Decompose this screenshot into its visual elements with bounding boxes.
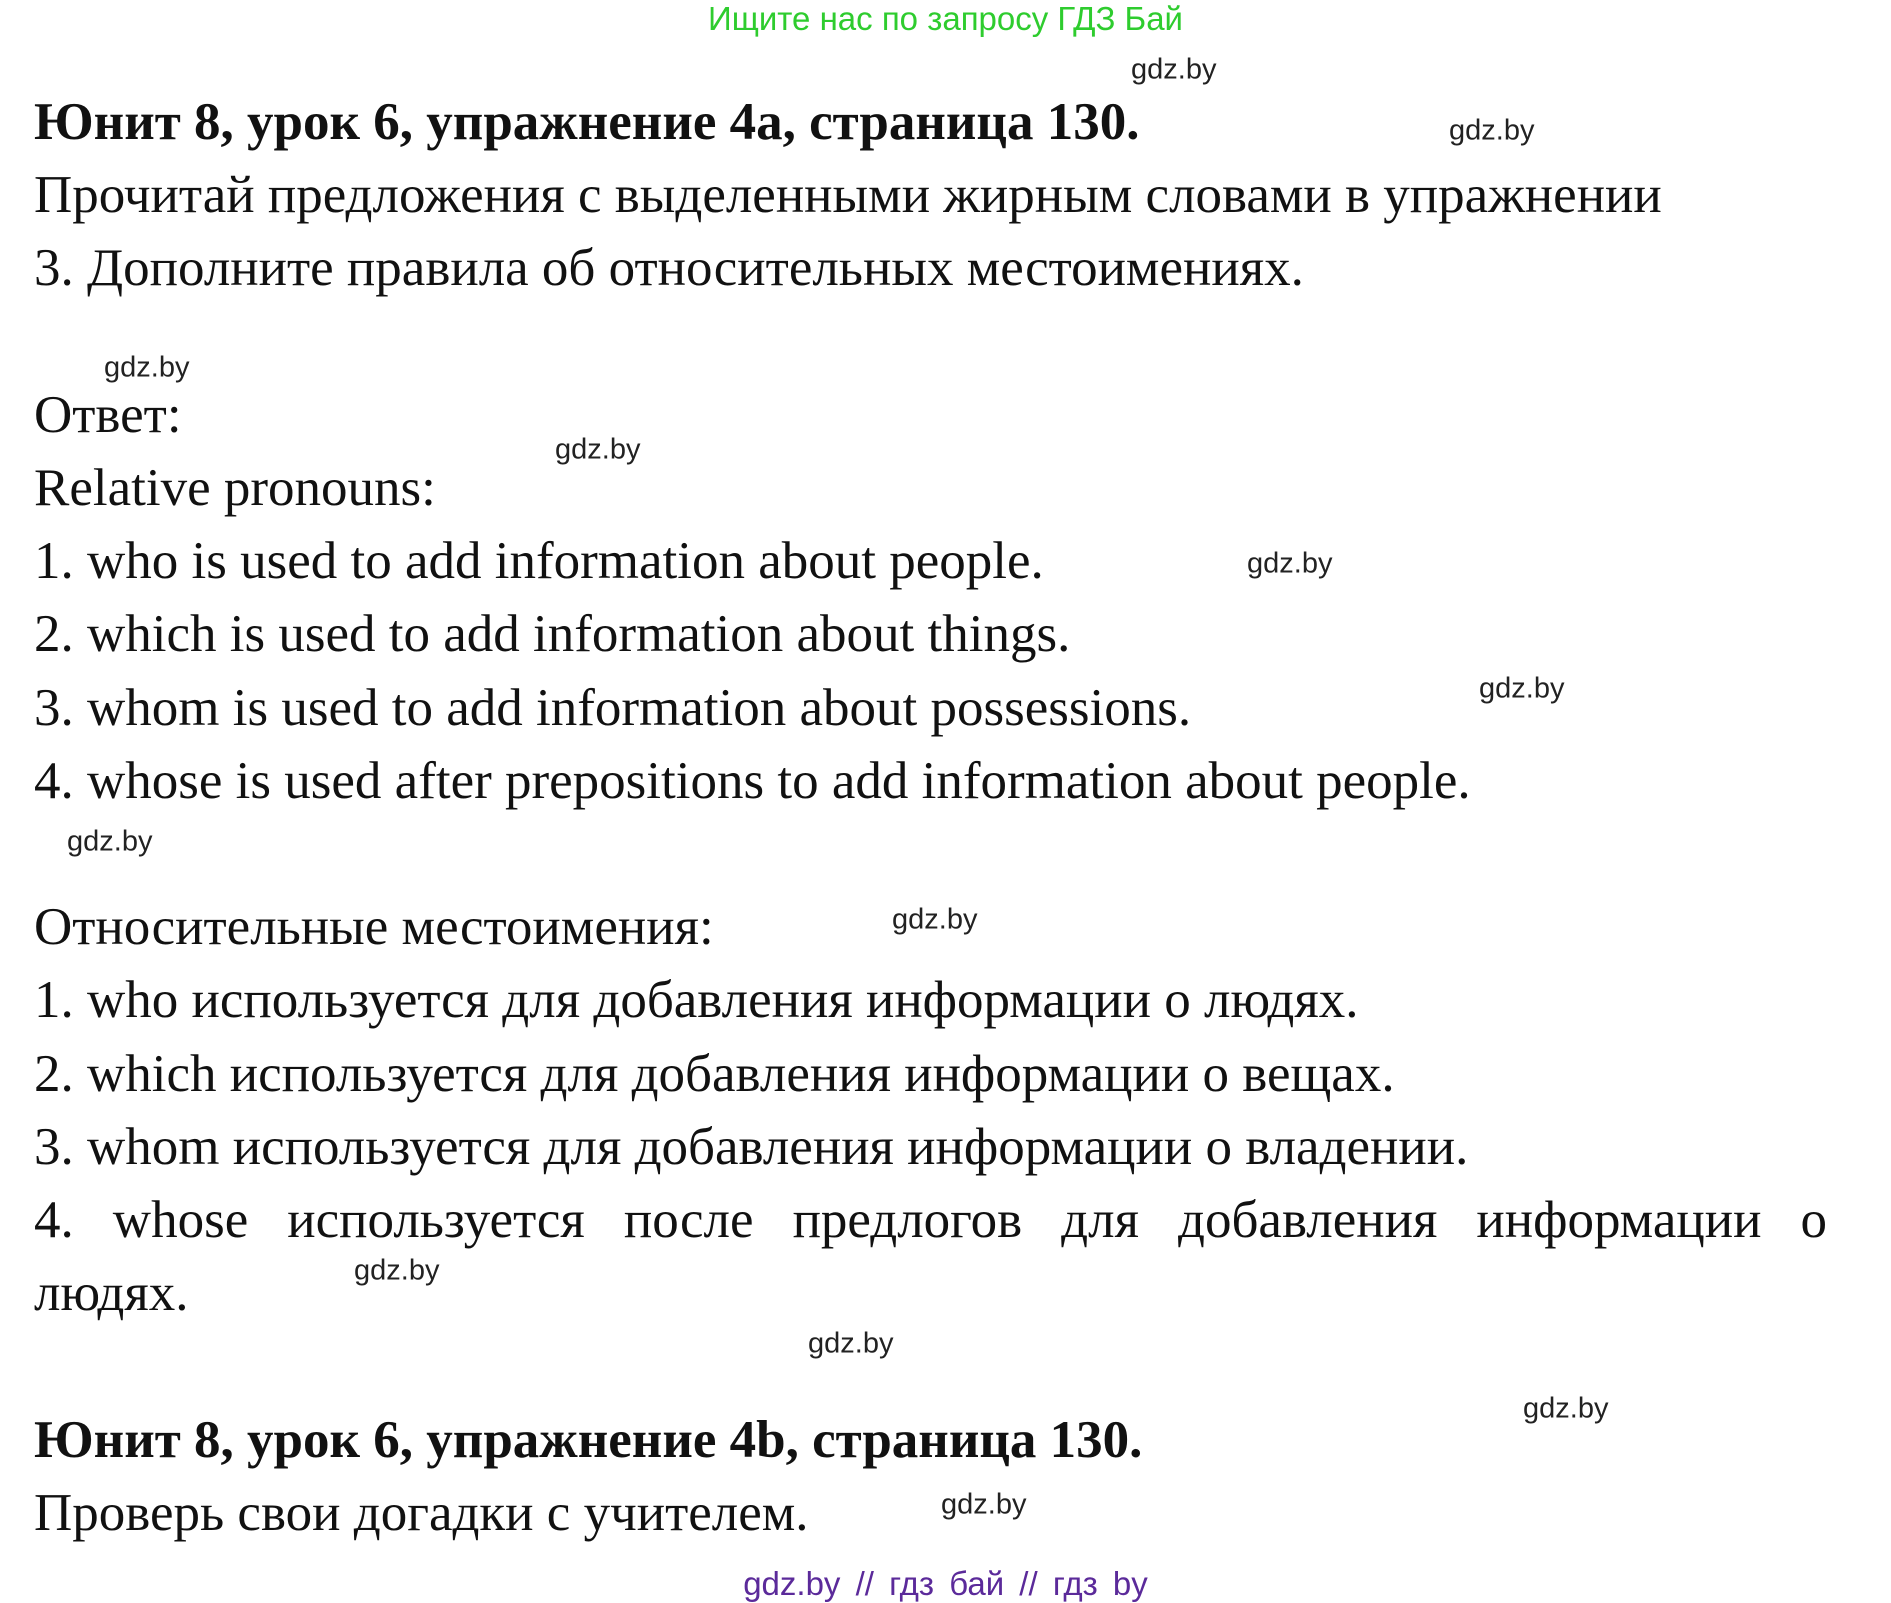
ru-item-continued: людях. bbox=[34, 1264, 189, 1322]
watermark: gdz.by bbox=[941, 1488, 1027, 1521]
en-item: 3. whom is used to add information about possessions. bbox=[34, 679, 1192, 737]
watermark: gdz.by bbox=[808, 1327, 894, 1360]
watermark: gdz.by bbox=[1479, 672, 1565, 705]
watermark: gdz.by bbox=[104, 351, 190, 384]
ru-item: 3. whom используется для добавления информации о владении. bbox=[34, 1118, 1469, 1176]
watermark: gdz.by bbox=[1523, 1392, 1609, 1425]
ru-item: 2. which используется для добавления информации о вещах. bbox=[34, 1045, 1395, 1103]
answer-label: Ответ: bbox=[34, 386, 182, 444]
watermark: gdz.by bbox=[67, 825, 153, 858]
watermark: gdz.by bbox=[354, 1254, 440, 1287]
en-heading: Relative pronouns: bbox=[34, 459, 436, 517]
watermark: gdz.by bbox=[1449, 114, 1535, 147]
exercise-4a-title: Юнит 8, урок 6, упражнение 4a, страница 130. bbox=[34, 93, 1140, 151]
watermark: gdz.by bbox=[1131, 53, 1217, 86]
task-line: Прочитай предложения с выделенными жирным словами в упражнении bbox=[34, 166, 1662, 224]
watermark: gdz.by bbox=[1247, 547, 1333, 580]
en-item: 1. who is used to add information about people. bbox=[34, 532, 1044, 590]
ru-item: 4. whose используется после предлогов для добавления информации о bbox=[34, 1191, 1827, 1249]
ru-item: 1. who используется для добавления информации о людях. bbox=[34, 971, 1359, 1029]
en-item: 4. whose is used after prepositions to add information about people. bbox=[34, 752, 1471, 810]
exercise-4b-title: Юнит 8, урок 6, упражнение 4b, страница 130. bbox=[34, 1411, 1143, 1469]
task-line: 3. Дополните правила об относительных местоимениях. bbox=[34, 239, 1304, 297]
search-banner: Ищите нас по запросу ГДЗ Бай bbox=[708, 0, 1183, 37]
exercise-4b-task: Проверь свои догадки с учителем. bbox=[34, 1484, 809, 1542]
watermark: gdz.by bbox=[555, 433, 641, 466]
en-item: 2. which is used to add information about things. bbox=[34, 605, 1071, 663]
ru-heading: Относительные местоимения: bbox=[34, 898, 714, 956]
footer-links: gdz.by // гдз бай // гдз by bbox=[743, 1565, 1148, 1602]
watermark: gdz.by bbox=[892, 903, 978, 936]
